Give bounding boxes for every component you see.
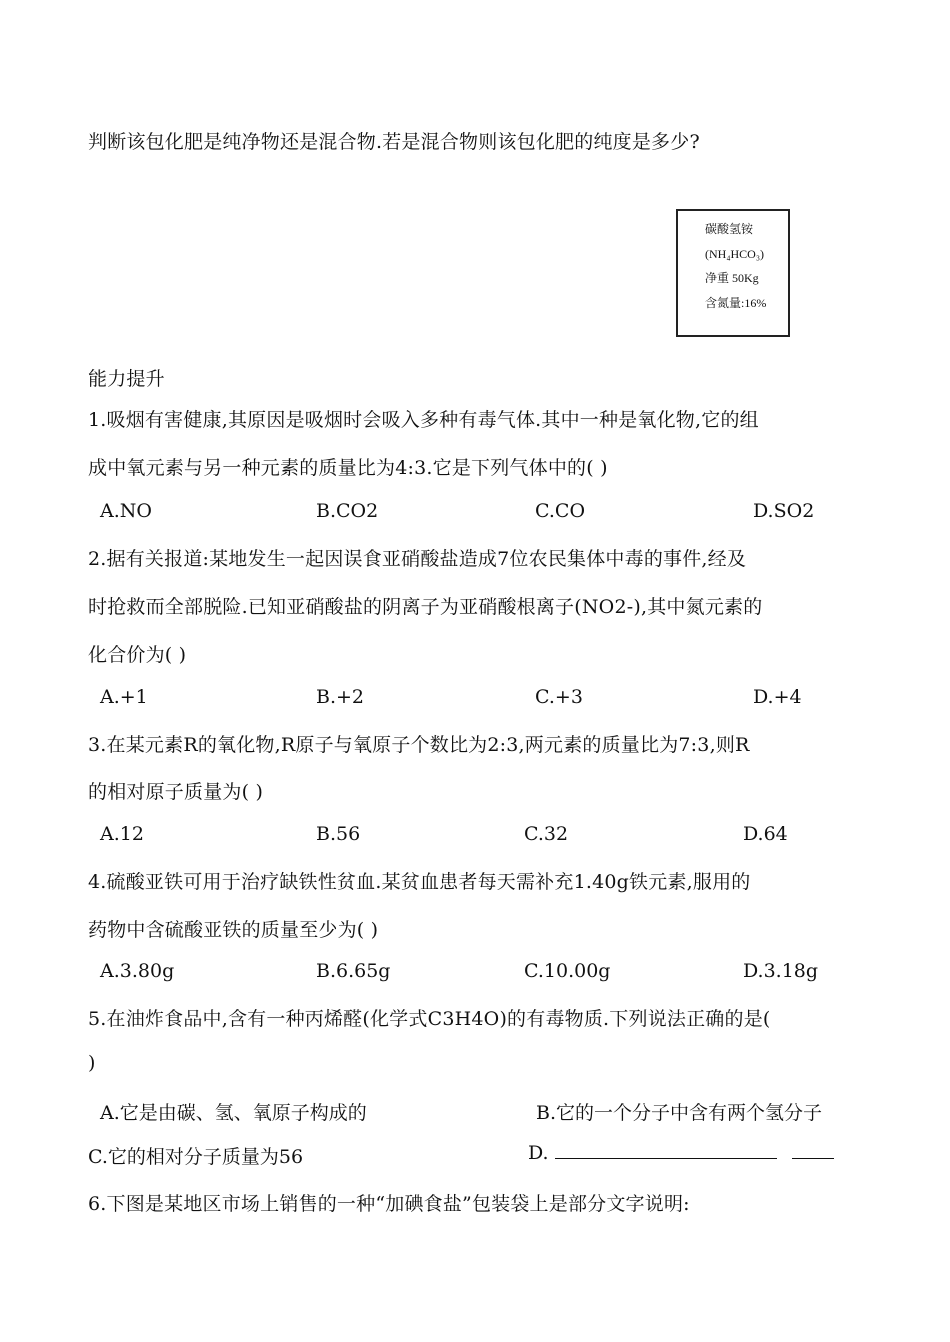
question-6-line-1: 6.下图是某地区市场上销售的一种“加碘食盐”包装袋上是部分文字说明: [88, 1193, 690, 1215]
question-3-line-2: 的相对原子质量为( ) [88, 781, 264, 803]
question-5-option-d [528, 1142, 834, 1164]
question-2-option-d: D.+4 [753, 686, 802, 708]
question-4-line-1: 4.硫酸亚铁可用于治疗缺铁性贫血.某贫血患者每天需补充1.40g铁元素,服用的 [88, 871, 751, 893]
question-2-option-c: C.+3 [535, 686, 583, 708]
question-4-option-a: A.3.80g [100, 960, 175, 982]
question-2-line-3: 化合价为( ) [88, 644, 187, 666]
question-2-line-2: 时抢救而全部脱险.已知亚硝酸盐的阴离子为亚硝酸根离子(NO2-),其中氮元素的 [88, 596, 763, 618]
question-3-line-1: 3.在某元素R的氧化物,R原子与氧原子个数比为2:3,两元素的质量比为7:3,则R [88, 734, 750, 756]
question-5-answer-blank[interactable] [555, 1142, 777, 1159]
fertilizer-net-weight: 净重 50Kg [705, 271, 759, 285]
question-4-option-b: B.6.65g [316, 960, 391, 982]
question-4-option-c: C.10.00g [524, 960, 611, 982]
fertilizer-nitrogen-content: 含氮量:16% [705, 295, 767, 310]
question-3-option-b: B.56 [316, 823, 361, 845]
question-5-line-1: 5.在油炸食品中,含有一种丙烯醛(化学式C3H4O)的有毒物质.下列说法正确的是( [88, 1008, 771, 1030]
intro-question: 判断该包化肥是纯净物还是混合物.若是混合物则该包化肥的纯度是多少? [88, 131, 700, 153]
fertilizer-formula: (NH₄HCO₃) [705, 246, 765, 261]
question-1-line-1: 1.吸烟有害健康,其原因是吸烟时会吸入多种有毒气体.其中一种是氧化物,它的组 [88, 409, 759, 431]
question-5-option-d-label: D. [528, 1142, 549, 1164]
question-5-option-b: B.它的一个分子中含有两个氢分子 [536, 1102, 823, 1124]
question-3-option-d: D.64 [743, 823, 788, 845]
fertilizer-label [676, 209, 790, 337]
question-1-option-c: C.CO [535, 500, 586, 522]
section-title: 能力提升 [88, 368, 165, 390]
question-2-option-b: B.+2 [316, 686, 365, 708]
question-4-option-d: D.3.18g [743, 960, 819, 982]
question-1-option-a: A.NO [100, 500, 152, 522]
fertilizer-name: 碳酸氢铵 [705, 222, 754, 236]
question-2-option-a: A.+1 [100, 686, 148, 708]
question-1-line-2: 成中氧元素与另一种元素的质量比为4:3.它是下列气体中的( ) [88, 457, 608, 479]
question-1-option-d: D.SO2 [753, 500, 815, 522]
question-4-line-2: 药物中含硫酸亚铁的质量至少为( ) [88, 919, 379, 941]
question-3-option-a: A.12 [100, 823, 144, 845]
question-1-option-b: B.CO2 [316, 500, 379, 522]
question-5-option-a: A.它是由碳、氢、氧原子构成的 [100, 1102, 367, 1124]
question-5-line-2: ) [88, 1052, 96, 1074]
question-3-option-c: C.32 [524, 823, 569, 845]
question-2-line-1: 2.据有关报道:某地发生一起因误食亚硝酸盐造成7位农民集体中毒的事件,经及 [88, 548, 747, 570]
question-5-answer-blank-tail [792, 1142, 834, 1159]
question-5-option-c: C.它的相对分子质量为56 [88, 1146, 304, 1168]
